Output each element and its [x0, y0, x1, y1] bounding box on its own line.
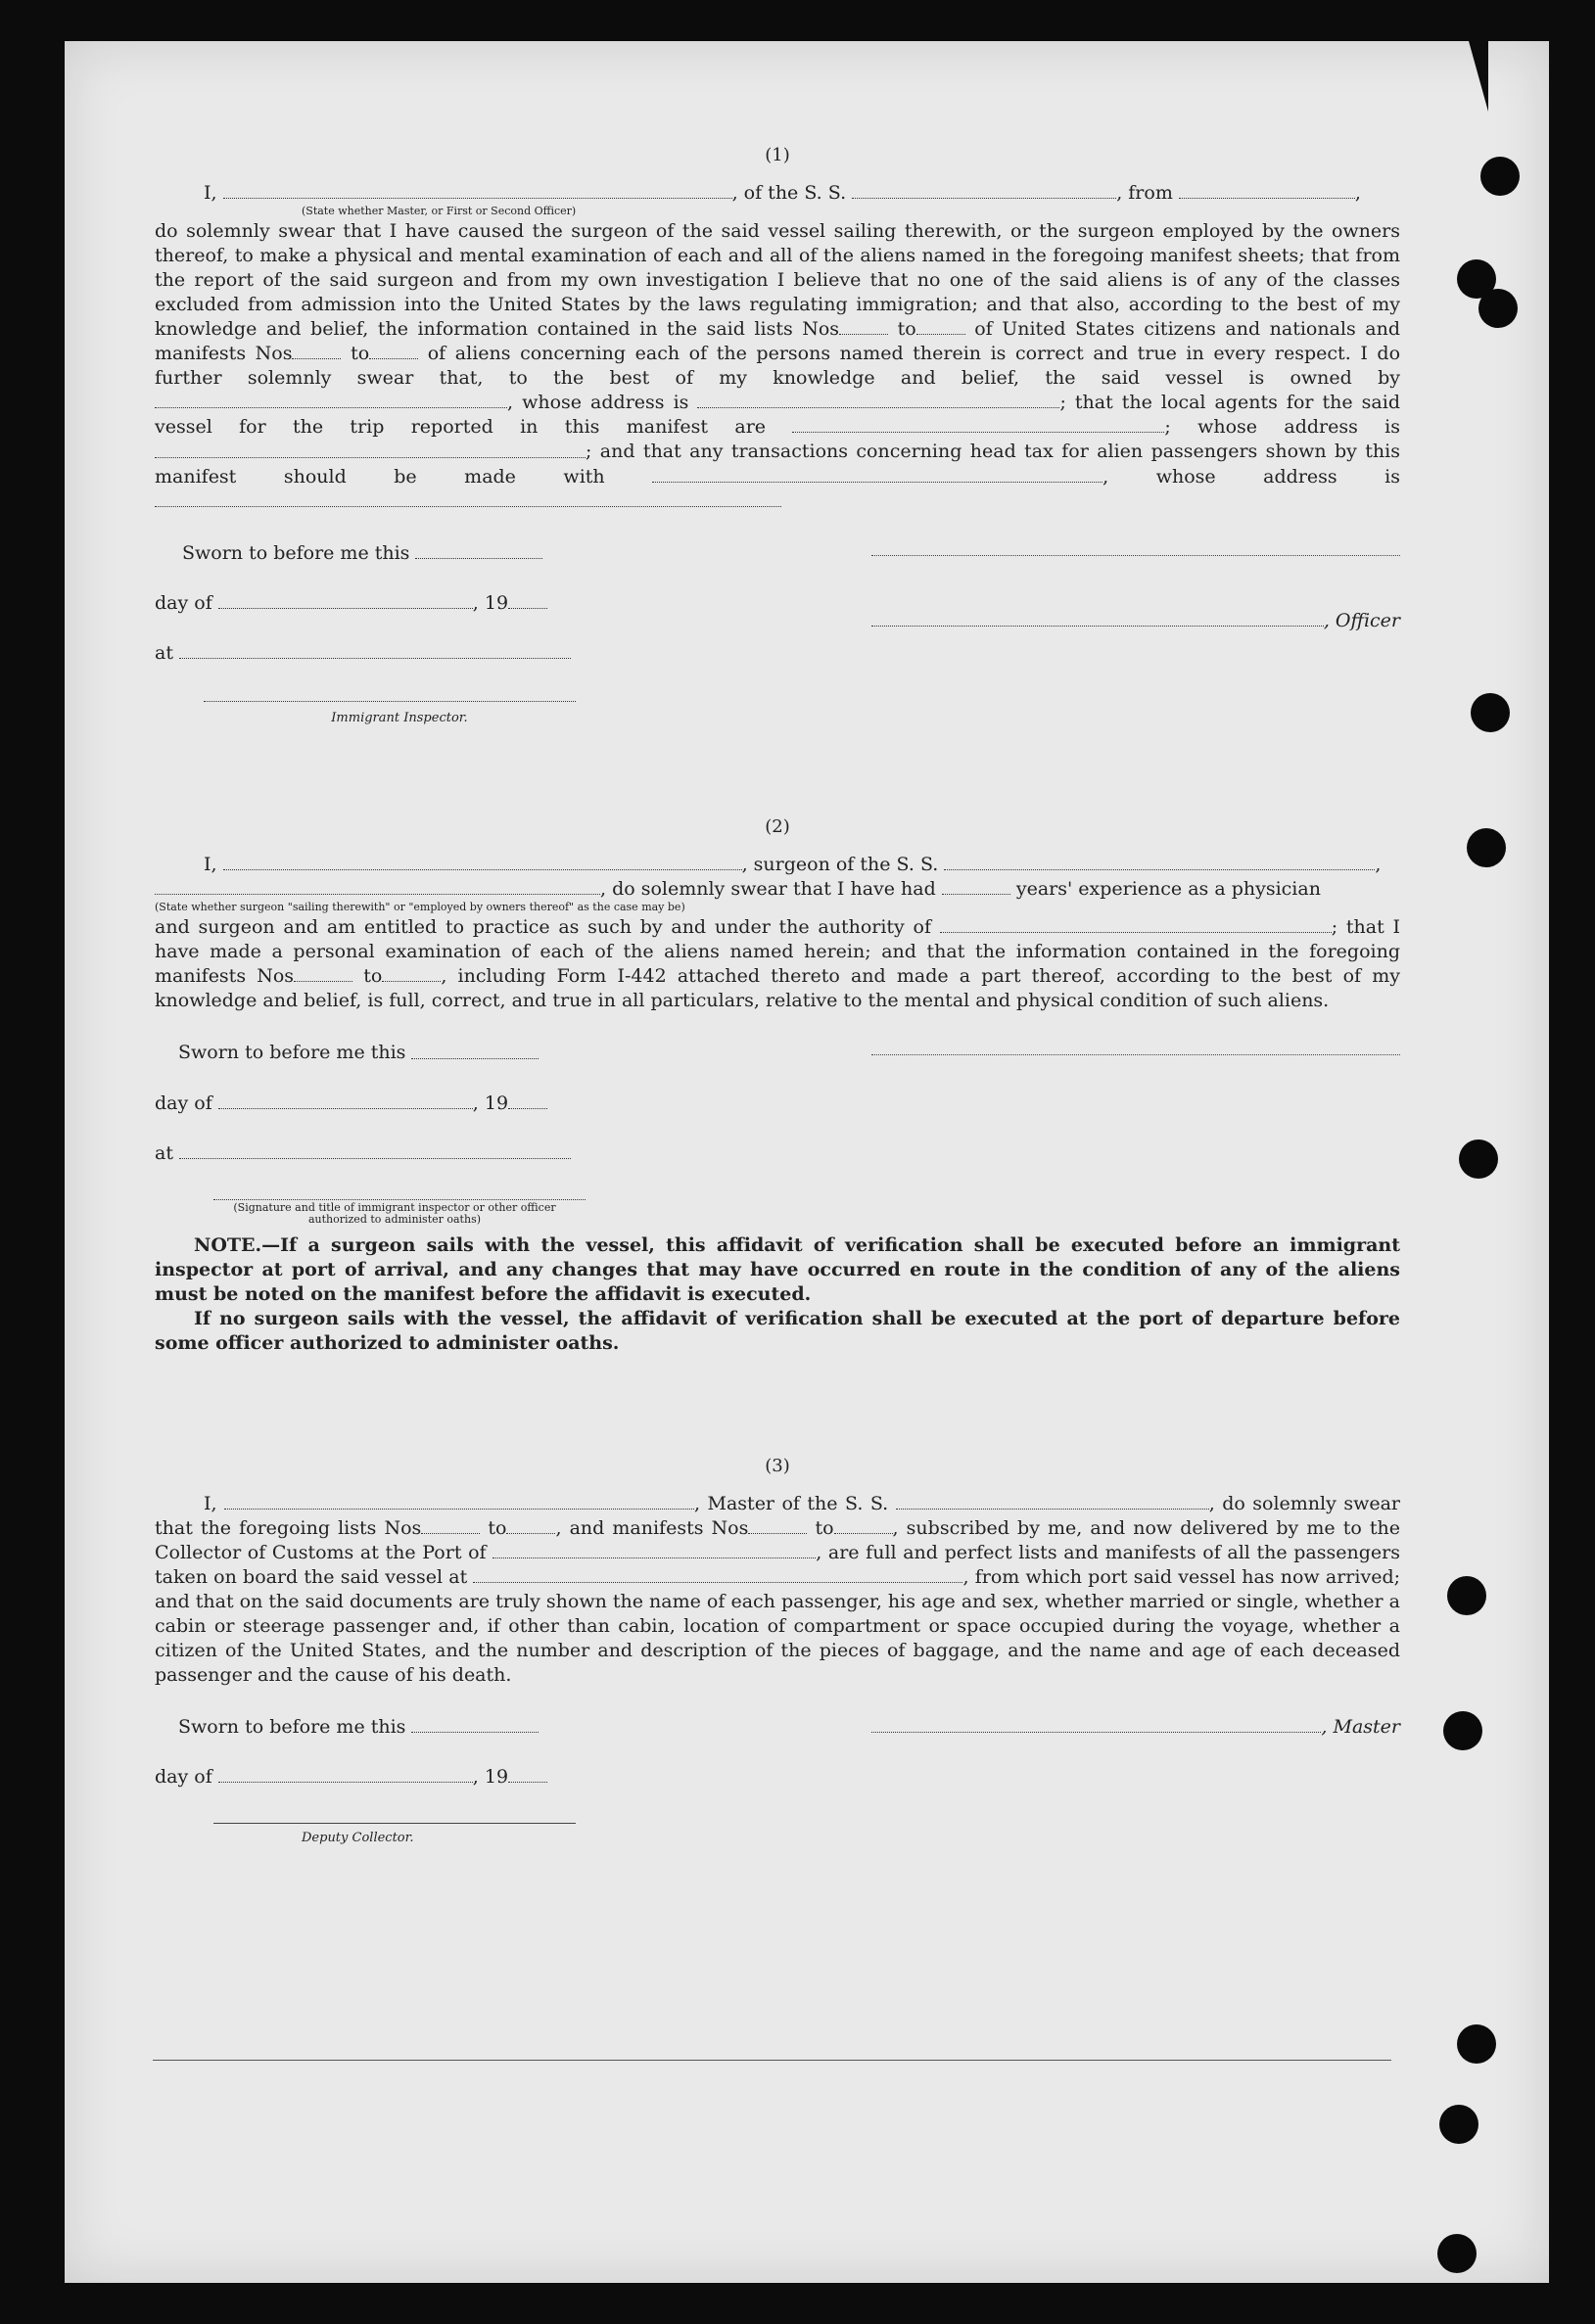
punch-hole [1439, 2105, 1478, 2144]
note-paragraph: If no surgeon sails with the vessel, the affidavit of verification shall be executed at the port of departure before some officer authorized to administer oaths. [155, 1307, 1400, 1354]
collector-signature-line[interactable] [213, 1815, 576, 1824]
section3-body: I, , Master of the S. S. , do solemnly swear that the foregoing lists Nos to , and manifests Nos to , subscribed by me, and now delivered by me to the Collector of Customs at the Port of , are full and perfect lists and manifests of all the passengers taken on board the said vessel at , from which port said vessel has now arrived; and that on the said documents are truly shown the name of each passenger, his age and sex, whether married or single, whether a cabin or steerage passenger and, if other than cabin, location of compartment or space occupied during the voyage, whether a citizen of the United States, and the number and description of the pieces of baggage, and the name and age of each deceased passenger and the cause of his death. [155, 1492, 1401, 1687]
blank[interactable] [508, 591, 547, 609]
signature-block-3: Sworn to before me this day of , 19 Deputy Collector. , Master [155, 1705, 1400, 1850]
years-blank[interactable] [942, 877, 1010, 895]
master-line: I, , of the S. S. , from , [204, 182, 1361, 205]
from-blank[interactable] [1179, 181, 1355, 199]
blank[interactable] [155, 877, 600, 895]
signature-line[interactable] [871, 535, 1400, 556]
note-paragraph: NOTE.—If a surgeon sails with the vessel, this affidavit of verification shall be executed before an immigrant inspector at port of arrival, and any changes that may have occurred en route in the condition of any of the aliens must be noted on the manifest before the affidavit is executed. [155, 1233, 1400, 1305]
blank[interactable] [916, 317, 965, 335]
blank[interactable] [294, 964, 352, 982]
punch-hole [1459, 1139, 1498, 1179]
blank[interactable] [839, 317, 888, 335]
signature-block-1: Sworn to before me this day of , 19 at Immigrant Inspector. , Officer [155, 532, 1400, 730]
inspector-caption: Immigrant Inspector. [331, 711, 468, 726]
blank[interactable] [218, 591, 473, 609]
surgeon-signature-line[interactable] [871, 1035, 1400, 1055]
blank[interactable] [508, 1092, 547, 1109]
blank[interactable] [179, 1141, 571, 1159]
punch-hole [1478, 289, 1518, 328]
torn-corner [1469, 41, 1488, 112]
caption: (State whether surgeon "sailing therewith" or "employed by owners thereof" as the case may be) [155, 901, 685, 914]
punch-hole [1437, 2234, 1477, 2273]
address-blank[interactable] [155, 489, 781, 507]
blank[interactable] [508, 1765, 547, 1783]
inspector-signature-line[interactable] [204, 691, 576, 702]
blank[interactable] [506, 1516, 555, 1534]
punch-hole [1480, 157, 1520, 196]
section1-body: do solemnly swear that I have caused the surgeon of the said vessel sailing therewith, or the surgeon employed by the owners thereof, to make a physical and mental examination of each and all of the aliens named in the foregoing manifest sheets; that from the report of the said surgeon and from my own investigation I believe that no one of the said aliens is of any of the classes excluded from admission into the United States by the laws regulating immigration; and that also, according to the best of my knowledge and belief, the information contained in the said lists Nos to of United States citizens and nationals and manifests Nos to of aliens concerning each of the persons named therein is correct and true in every respect. I do further solemnly swear that, to the best of my knowledge and belief, the said vessel is owned by , whose address is ; that the local agents for the said vessel for the trip reported in this manifest are ; whose address is ; and that any transactions concerning head tax for alien passengers shown by this manifest should be made with , whose address is [155, 219, 1400, 514]
sig-caption: (Signature and title of immigrant inspector or other officer authorized to administer oaths) [233, 1200, 556, 1226]
punch-hole [1467, 828, 1506, 867]
head-tax-blank[interactable] [652, 465, 1102, 483]
blank[interactable] [292, 342, 341, 359]
blank[interactable] [369, 342, 418, 359]
name-blank[interactable] [223, 181, 732, 199]
section-number: (2) [765, 816, 790, 838]
caption: (State whether Master, or First or Second Officer) [302, 205, 577, 218]
signature-block-2: Sworn to before me this day of , 19 at (Signature and title of immigrant inspector or other officer authorized to administer oaths) [155, 1031, 1400, 1225]
master-signature-line[interactable] [871, 1715, 1321, 1733]
blank[interactable] [218, 1765, 473, 1783]
blank[interactable] [382, 964, 441, 982]
punch-hole [1457, 2024, 1496, 2064]
vessel-blank[interactable] [944, 853, 1375, 870]
blank[interactable] [415, 541, 542, 559]
section2-body: and surgeon and am entitled to practice as such by and under the authority of ; that I have made a personal examination of each of the aliens named herein; and that the information contained in the foregoing manifests Nos to , including Form I-442 attached thereto and made a part thereof, according to the best of my knowledge and belief, is full, correct, and true in all particulars, relative to the mental and physical condition of such aliens. [155, 916, 1400, 1012]
bottom-rule [153, 2060, 1391, 2061]
blank[interactable] [748, 1516, 807, 1534]
officer-signature-line[interactable] [871, 609, 1324, 627]
owner-blank[interactable] [155, 391, 507, 408]
section-number: (1) [765, 145, 790, 165]
section-number: (3) [765, 1455, 790, 1476]
punch-hole [1443, 1711, 1482, 1750]
agents-blank[interactable] [792, 415, 1164, 433]
punch-hole [1447, 1576, 1486, 1615]
deputy-caption: Deputy Collector. [302, 1831, 414, 1846]
blank[interactable] [179, 641, 571, 659]
blank[interactable] [834, 1516, 893, 1534]
blank[interactable] [218, 1092, 473, 1109]
port-blank[interactable] [473, 1565, 962, 1583]
vessel-blank[interactable] [852, 181, 1116, 199]
port-blank[interactable] [493, 1541, 816, 1558]
punch-hole [1471, 693, 1510, 732]
inspector-signature-line[interactable] [213, 1191, 586, 1200]
blank[interactable] [411, 1041, 539, 1058]
affidavits: (1) I, , of the S. S. , from , (State whether Master, or First or Second Officer) do solemnly swear that I have caused the surgeon of the said vessel sailing therewith, or the surgeon employed by the owners thereof, to make a physical and mental examination of each and all of the aliens named in the foregoing manifest sheets; that from the report of the said surgeon and from my own investigation I believe that no one of the said aliens is of any of the classes excluded from admission into the United States by the laws regulating immigration; and that also, according to the best of my knowledge and belief, the information contained in the said lists Nos to of United States citizens and nationals and manifests Nos to of aliens concerning each of the persons named therein is correct and true in every respect. I do further solemnly swear that, to the best of my knowledge and belief, the said vessel is owned by , whose address is ; that the local agents for the said vessel for the trip reported in this manifest are ; whose address is ; and that any transactions concerning head tax for alien passengers shown by this manifest should be made with , whose address is Sworn to before me this day of , 19 at Immigrant Inspector. , Officer (2) I, , surgeon of the S. S. , , do solemnly swear that I have had years' experience as a physician (State whether surgeon "sailing therewith" or "employed by owners thereof" as the case may be) and surgeon and am entitled to practice as such by and under the authority of ; that I have made a personal examination of each of the aliens named herein; and that the information contained in the foregoing manifests Nos to , including Form I-442 attached thereto and made a part thereof, according to the best of my knowledge and belief, is full, correct, and true in all particulars, relative to the mental and physical condition of such aliens. Sworn to before me this day of , 19 at (Signature and title of immigrant inspector or other officer authorized to administer oaths) NOTE.—If a surgeon sails with the vessel, this affidavit of verification shall be executed before an immigrant inspector at port of arrival, and any changes that may have occurred en route in the condition of any of the aliens must be noted on the manifest before the affidavit is executed. If no surgeon sails with the vessel, the affidavit of verification shall be executed at the port of departure before some officer authorized to administer oaths. (3) I, , Master of the S. S. , do solemnly swear that the foregoing lists Nos to , and manifests Nos to , subscribed by me, and now delivered by me to the Collector of Customs at the Port of , are full and perfect lists and manifests of all the passengers taken on board the said vessel at , from which port said vessel has now arrived; and that on the said documents are truly shown the name of each passenger, his age and sex, whether married or single, whether a cabin or steerage passenger and, if other than cabin, location of compartment or space occupied during the voyage, whether a citizen of the United States, and the number and description of the pieces of baggage, and the name and age of each deceased passenger and the cause of his death. Sworn to before me this day of , 19 Deputy Collector. , Master [155, 137, 1400, 1850]
address-blank[interactable] [155, 440, 586, 457]
surgeon-line: I, , surgeon of the S. S. , [204, 854, 1382, 876]
authority-blank[interactable] [940, 915, 1332, 933]
blank[interactable] [411, 1715, 539, 1733]
name-blank[interactable] [224, 1492, 694, 1510]
blank[interactable] [421, 1516, 480, 1534]
vessel-blank[interactable] [896, 1492, 1209, 1510]
name-blank[interactable] [223, 853, 742, 870]
address-blank[interactable] [697, 391, 1059, 408]
